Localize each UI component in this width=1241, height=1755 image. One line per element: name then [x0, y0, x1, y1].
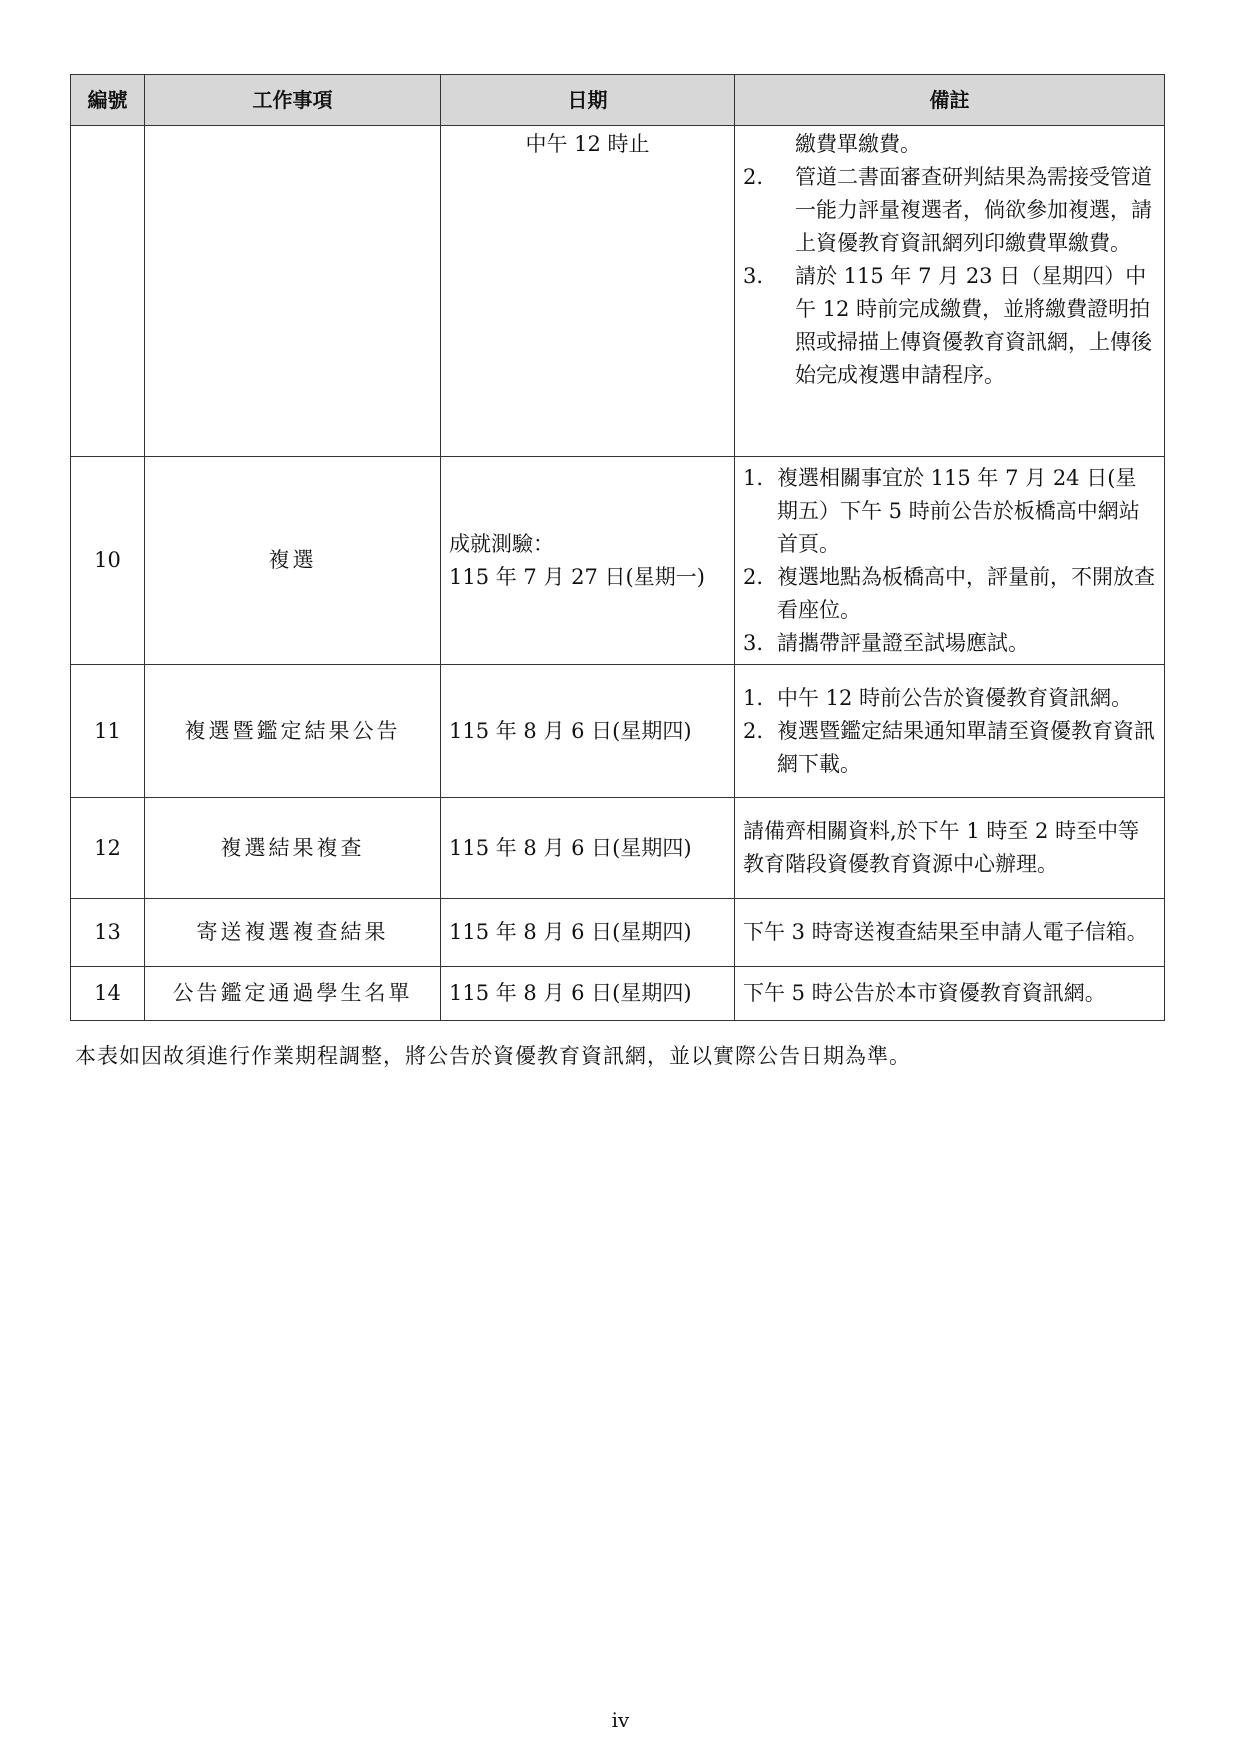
- cell-date: 115 年 8 月 6 日(星期四): [441, 798, 735, 899]
- header-task: 工作事項: [145, 75, 441, 126]
- header-date: 日期: [441, 75, 735, 126]
- cell-task: 公告鑑定通過學生名單: [145, 967, 441, 1021]
- note-item: 1. 複選相關事宜於 115 年 7 月 24 日(星期五）下午 5 時前公告於板橋高中網站首頁。: [743, 465, 1140, 556]
- schedule-table: [70, 74, 1165, 1021]
- cell-date: 115 年 8 月 6 日(星期四): [441, 899, 735, 967]
- header-note: 備註: [735, 75, 1165, 126]
- cell-date: 115 年 8 月 6 日(星期四): [441, 967, 735, 1021]
- page-number: iv: [611, 1708, 630, 1732]
- cell-note: [735, 457, 1165, 665]
- cell-task: 複選暨鑑定結果公告: [145, 665, 441, 798]
- cell-note: 請備齊相關資料,於下午 1 時至 2 時至中等教育階段資優教育資源中心辦理。: [735, 798, 1165, 899]
- cell-num: [71, 126, 145, 457]
- cell-task: 複選結果複查: [145, 798, 441, 899]
- cell-task: [145, 126, 441, 457]
- table-row: [71, 899, 1165, 967]
- header-num: 編號: [71, 75, 145, 126]
- table-row: [71, 665, 1165, 798]
- cell-num: 12: [71, 798, 145, 899]
- cell-num: 11: [71, 665, 145, 798]
- table-row: [71, 457, 1165, 665]
- cell-num: 10: [71, 457, 145, 665]
- cell-num: 13: [71, 899, 145, 967]
- date-line: 115 年 7 月 27 日(星期一): [449, 564, 705, 589]
- note-item: 1. 中午 12 時前公告於資優教育資訊網。: [743, 685, 1133, 710]
- table-row-continued: [71, 126, 1165, 457]
- cell-date: [441, 457, 735, 665]
- note-item: 3. 請於 115 年 7 月 23 日（星期四）中午 12 時前完成繳費，並將繳費證明拍照或掃描上傳資優教育資訊網，上傳後始完成複選申請程序。: [743, 264, 1152, 387]
- note-item: 2. 管道二書面審查研判結果為需接受管道一能力評量複選者，倘欲參加複選，請上資優教育資訊網列印繳費單繳費。: [743, 165, 1152, 255]
- cell-note: [735, 665, 1165, 798]
- table-row: [71, 967, 1165, 1021]
- table-row: [71, 798, 1165, 899]
- cell-note: [735, 126, 1165, 457]
- cell-task: 複選: [145, 457, 441, 665]
- table-header-row: [71, 75, 1165, 126]
- date-line: 成就測驗：: [449, 531, 554, 556]
- cell-note: 下午 3 時寄送複查結果至申請人電子信箱。: [735, 899, 1165, 967]
- footnote: 本表如因故須進行作業期程調整，將公告於資優教育資訊網，並以實際公告日期為準。: [75, 1044, 911, 1068]
- cell-date: 中午 12 時止: [441, 126, 735, 457]
- cell-date: 115 年 8 月 6 日(星期四): [441, 665, 735, 798]
- note-lead: 繳費單繳費。: [795, 132, 921, 156]
- note-item: 3. 請攜帶評量證至試場應試。: [743, 630, 1029, 655]
- note-item: 2. 複選暨鑑定結果通知單請至資優教育資訊網下載。: [743, 718, 1155, 776]
- cell-task: 寄送複選複查結果: [145, 899, 441, 967]
- cell-note: 下午 5 時公告於本市資優教育資訊網。: [735, 967, 1165, 1021]
- cell-num: 14: [71, 967, 145, 1021]
- note-item: 2. 複選地點為板橋高中，評量前，不開放查看座位。: [743, 564, 1155, 622]
